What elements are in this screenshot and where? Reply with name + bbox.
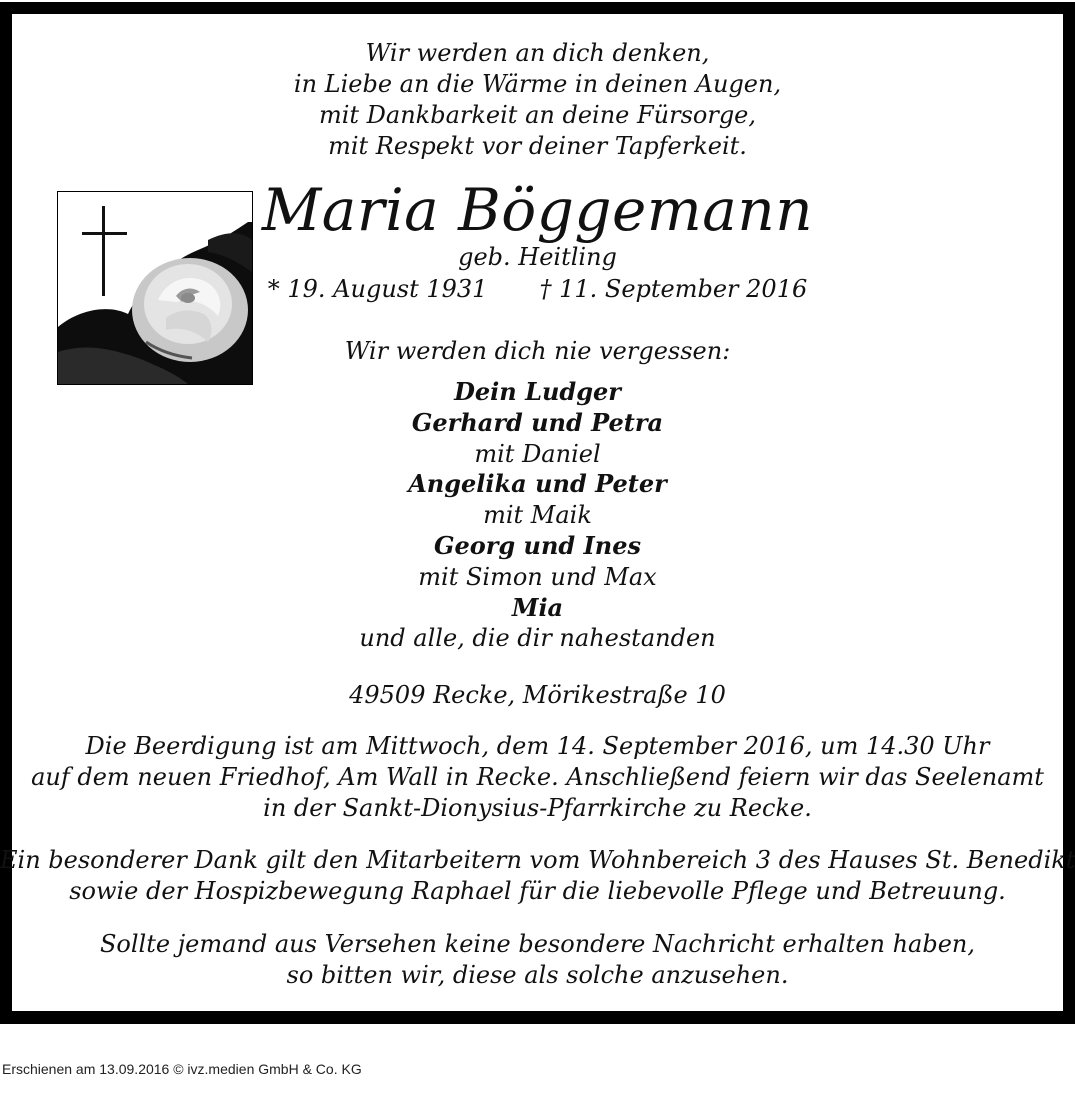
intro-line: Wir werden dich nie vergessen: (344, 337, 731, 365)
funeral-line: auf dem neuen Friedhof, Am Wall in Recke. Anschließend feiern wir das Seelenamt (31, 763, 1044, 791)
death-date: † 11. September 2016 (539, 275, 808, 303)
family-member: Gerhard und Petra (411, 407, 664, 437)
family-list (0, 377, 1075, 654)
family-member: mit Maik (483, 501, 592, 530)
thanks-line: Ein besonderer Dank gilt den Mitarbeitern vom Wohnbereich 3 des Hauses St. Benedikt (0, 846, 1075, 874)
closing-note (0, 929, 1075, 991)
family-member: Dein Ludger (454, 377, 621, 406)
family-member: Angelika und Peter (408, 469, 667, 499)
family-member: Georg und Ines (433, 530, 642, 560)
poem-line: mit Dankbarkeit an deine Fürsorge, (318, 101, 757, 129)
family-member: und alle, die dir nahestanden (359, 624, 716, 653)
deceased-name: Maria Böggemann (261, 176, 814, 244)
funeral-line: Die Beerdigung ist am Mittwoch, dem 14. September 2016, um 14.30 Uhr (85, 732, 990, 760)
publication-footer: Erschienen am 13.09.2016 © ivz.medien GmbH & Co. KG (2, 1061, 362, 1077)
funeral-info (0, 731, 1075, 824)
poem-line: in Liebe an die Wärme in deinen Augen, (293, 70, 782, 98)
life-dates (0, 274, 1075, 304)
birth-name: geb. Heitling (458, 243, 617, 271)
poem-line: mit Respekt vor deiner Tapferkeit. (328, 132, 747, 160)
thanks-line: sowie der Hospizbewegung Raphael für die liebevolle Pflege und Betreuung. (69, 877, 1006, 905)
poem (0, 38, 1075, 162)
note-line: so bitten wir, diese als solche anzusehen. (286, 961, 789, 989)
note-line: Sollte jemand aus Versehen keine besondere Nachricht erhalten haben, (99, 930, 976, 958)
funeral-line: in der Sankt-Dionysius-Pfarrkirche zu Recke. (263, 794, 812, 822)
birth-date: * 19. August 1931 (267, 275, 488, 303)
address: 49509 Recke, Mörikestraße 10 (349, 681, 726, 709)
family-member: Mia (511, 592, 564, 622)
family-member: mit Simon und Max (418, 562, 657, 591)
poem-line: Wir werden an dich denken, (365, 39, 710, 67)
thanks-note (0, 845, 1075, 907)
family-member: mit Daniel (474, 439, 601, 468)
